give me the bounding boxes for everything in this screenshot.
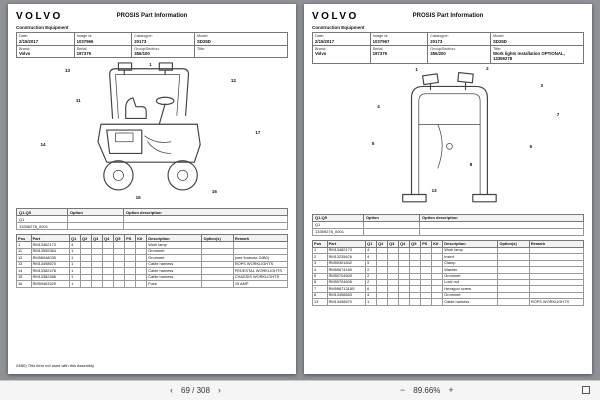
table-cell — [363, 221, 419, 228]
column-header: Part — [327, 240, 366, 247]
table-row — [17, 216, 288, 223]
table-cell: 16 — [17, 281, 32, 287]
table-cell: Lock nut — [443, 279, 498, 285]
column-header: Q1-Q5 — [17, 209, 68, 216]
table-cell: ROPS WORKLIGHTS — [529, 299, 583, 305]
table-cell — [420, 228, 584, 235]
table-cell: 1 — [70, 281, 81, 287]
zoom-out-button[interactable]: − — [398, 381, 407, 400]
table-cell: RM59704609 — [327, 273, 366, 279]
table-cell: 13359278_0001 — [313, 228, 364, 235]
table-cell — [399, 299, 410, 305]
table-cell: 2 — [313, 254, 328, 260]
table-cell: 4 — [313, 267, 328, 273]
table-cell: (see footnote 24B0) — [233, 255, 287, 261]
info-cell-brand — [17, 45, 75, 58]
column-header: Kit — [432, 240, 443, 247]
table-cell: Cable harness — [147, 274, 202, 280]
table-cell: 1 — [70, 261, 81, 267]
column-header: Option(s) — [498, 240, 529, 247]
document-info-table — [16, 32, 288, 58]
table-cell: 3 — [313, 260, 328, 266]
rops-frame-diagram — [312, 66, 584, 212]
diagram-callout: 16 — [211, 188, 217, 194]
volvo-logo: VOLVO — [312, 11, 359, 22]
parts-table — [312, 240, 584, 306]
field-value: Volvo — [315, 51, 327, 57]
table-cell — [202, 281, 233, 287]
column-header: Q3 — [92, 235, 103, 242]
table-cell: 4 — [70, 242, 81, 248]
table-cell: RM13498653 — [327, 292, 366, 298]
zoom-in-button[interactable]: + — [446, 381, 455, 400]
table-row — [313, 228, 584, 235]
table-cell: 2 — [366, 267, 377, 273]
diagram-callout: 12 — [230, 77, 236, 83]
info-cell-serial — [74, 45, 132, 58]
info-cell-model — [490, 33, 583, 46]
table-cell: Washer — [443, 267, 498, 273]
table-cell: Work lamp — [443, 247, 498, 253]
field-label: Image id: — [372, 34, 389, 38]
subtitle-construction-equipment: Construction Equipment — [16, 25, 69, 30]
column-header: Option — [67, 209, 123, 216]
table-cell — [124, 223, 288, 230]
table-cell: Insert — [443, 254, 498, 260]
table-cell — [420, 221, 584, 228]
previous-page-button[interactable]: ‹ — [168, 381, 175, 400]
page-number-display: 69 / 308 — [181, 386, 210, 395]
info-cell-catalogue — [428, 33, 491, 46]
info-cell-catalogue — [132, 33, 195, 46]
diagram-callout: 17 — [255, 130, 261, 136]
document-title: PROSIS Part Information — [412, 13, 484, 19]
parts-table — [16, 234, 288, 287]
table-cell: 6 — [313, 279, 328, 285]
column-header: Q1-Q5 — [313, 214, 364, 221]
table-cell: 2 — [366, 273, 377, 279]
column-header: PS — [125, 235, 136, 242]
table-cell: RM59871318S — [327, 286, 366, 292]
table-cell: 5 — [313, 273, 328, 279]
info-cell-title — [490, 45, 583, 63]
field-label: Catalogue: — [134, 34, 153, 38]
roller-machine-drawing — [16, 60, 288, 206]
table-cell: Grommet — [443, 273, 498, 279]
field-value: 1037966 — [76, 38, 94, 44]
column-header: Q1 — [366, 240, 377, 247]
diagram-callout: 1 — [149, 61, 152, 67]
field-label: Date: — [19, 34, 29, 38]
table-cell: 4 — [366, 254, 377, 260]
column-header: Option description — [124, 209, 288, 216]
page-header — [16, 11, 288, 24]
footnote: 24B0) This item not used with this Assembly — [16, 363, 95, 368]
table-cell: RM59704606 — [327, 279, 366, 285]
diagram-callout: 14 — [40, 142, 46, 148]
info-cell-date — [17, 33, 75, 46]
table-cell: 4 — [366, 292, 377, 298]
column-header: Q2 — [81, 235, 92, 242]
table-cell — [125, 281, 136, 287]
table-cell: 6 — [366, 286, 377, 292]
table-cell — [421, 299, 432, 305]
table-cell — [410, 299, 421, 305]
table-cell — [432, 299, 443, 305]
table-row — [313, 221, 584, 228]
document-title: PROSIS Part Information — [116, 13, 188, 19]
field-value: SD25D — [196, 38, 211, 44]
table-cell: 11 — [17, 248, 32, 254]
info-cell-image-id — [370, 33, 428, 46]
table-cell: Fuse — [147, 281, 202, 287]
table-cell — [67, 223, 123, 230]
table-header-row — [17, 209, 288, 216]
table-cell: Hexagon screw — [443, 286, 498, 292]
field-label: Serial: — [76, 46, 88, 51]
option-table — [312, 214, 584, 236]
table-cell: 13336278_0001 — [17, 223, 68, 230]
column-header: Kit — [136, 235, 147, 242]
diagram-callout: 5 — [371, 141, 375, 147]
table-cell: RM13498670 — [31, 261, 70, 267]
column-header: Option(s) — [202, 235, 233, 242]
table-cell: RM13462173 — [327, 247, 366, 253]
diagram-callout: 2 — [486, 65, 489, 71]
table-header-row — [313, 214, 584, 221]
table-cell: 14 — [17, 268, 32, 274]
field-label: Brand: — [19, 46, 31, 51]
table-cell: RM13462173 — [31, 242, 70, 248]
pdf-page-right — [304, 4, 592, 374]
table-cell — [103, 281, 114, 287]
table-cell: 13 — [313, 299, 328, 305]
field-value: 197379 — [372, 51, 387, 57]
field-label: Brand: — [315, 46, 327, 51]
field-value: Volvo — [19, 51, 31, 57]
column-header: Q1 — [70, 235, 81, 242]
field-label: Title: — [196, 46, 206, 51]
field-value: 2/15/2017 — [19, 38, 39, 44]
table-cell: Q1 — [17, 216, 68, 223]
info-cell-brand — [313, 45, 371, 63]
next-page-button[interactable]: › — [216, 381, 223, 400]
column-header: Option — [363, 214, 419, 221]
table-row — [17, 281, 288, 287]
field-label: Group/Section: — [134, 46, 160, 51]
table-cell: 1 — [70, 268, 81, 274]
table-cell: RM13559364 — [31, 248, 70, 254]
field-label: Group/Section: — [430, 46, 456, 51]
table-cell: RM13382486 — [31, 274, 70, 280]
table-cell: Grommet — [147, 248, 202, 254]
rops-frame-drawing — [312, 66, 584, 212]
table-cell: Cable harness — [443, 299, 498, 305]
table-cell — [81, 281, 92, 287]
field-value: 197379 — [76, 51, 91, 57]
table-cell: 1 — [366, 299, 377, 305]
column-header: Part — [31, 235, 70, 242]
table-cell: PEDESTAL WORKLIGHTS — [233, 268, 287, 274]
page-navigation — [168, 381, 223, 400]
table-cell: 7 — [313, 286, 328, 292]
table-header-row — [17, 235, 288, 242]
table-row — [313, 299, 584, 305]
machine-diagram — [16, 60, 288, 206]
column-header: Q4 — [103, 235, 114, 242]
table-cell: 15 — [17, 274, 32, 280]
field-value: 20173 — [430, 38, 443, 44]
table-cell — [124, 216, 288, 223]
column-header: Q5 — [410, 240, 421, 247]
table-cell: RM13382478 — [31, 268, 70, 274]
table-cell: ROPS WORKLIGHTS — [233, 261, 287, 267]
table-cell: RM58948035 — [31, 255, 70, 261]
column-header: Option description — [420, 214, 584, 221]
diagram-callout: 7 — [556, 112, 560, 118]
field-value: 356/100 — [134, 51, 150, 57]
table-cell: CHASSIS WORKLIGHTS — [233, 274, 287, 280]
diagram-callout: 1 — [415, 67, 418, 73]
info-cell-image-id — [74, 33, 132, 46]
column-header: Q5 — [114, 235, 125, 242]
document-info-table — [312, 32, 584, 64]
info-cell-serial — [370, 45, 428, 63]
diagram-callout: 3 — [540, 83, 543, 89]
field-value: 356/200 — [430, 51, 446, 57]
table-cell — [388, 299, 399, 305]
column-header: Remark — [233, 235, 287, 242]
pdf-page-left — [8, 4, 296, 374]
diagram-callout: 15 — [135, 194, 141, 200]
table-cell: 1 — [70, 274, 81, 280]
info-cell-title — [194, 45, 287, 58]
table-cell: RM59301842 — [327, 260, 366, 266]
table-cell: Grommet — [443, 292, 498, 298]
column-header: Description — [147, 235, 202, 242]
field-label: Date: — [315, 34, 325, 38]
column-header: Description — [443, 240, 498, 247]
field-label: Image id: — [76, 34, 93, 38]
field-label: Catalogue: — [430, 34, 449, 38]
field-label: Title: — [492, 46, 502, 51]
diagram-callout: 11 — [75, 98, 81, 104]
table-cell: Cable harness — [147, 268, 202, 274]
table-cell: 1 — [70, 248, 81, 254]
option-table — [16, 208, 288, 230]
table-cell: Cable harness — [147, 261, 202, 267]
fullscreen-icon[interactable] — [582, 386, 590, 394]
diagram-callout: 6 — [529, 144, 533, 150]
field-value: SD25D — [492, 38, 507, 44]
table-cell — [377, 299, 388, 305]
table-row — [17, 223, 288, 230]
zoom-level-display: 89.66% — [413, 386, 441, 395]
table-cell: 8 — [313, 292, 328, 298]
table-cell: Grommet — [147, 255, 202, 261]
viewer-toolbar — [0, 380, 600, 400]
info-cell-group — [132, 45, 195, 58]
column-header: Q3 — [388, 240, 399, 247]
subtitle-construction-equipment: Construction Equipment — [312, 25, 365, 30]
table-cell: Work lamp — [147, 242, 202, 248]
table-cell — [114, 281, 125, 287]
table-cell: 4 — [366, 247, 377, 253]
table-cell: RM59463329 — [31, 281, 70, 287]
diagram-callout: 8 — [469, 161, 473, 167]
column-header: Remark — [529, 240, 583, 247]
diagram-callout: 13 — [431, 188, 437, 194]
table-cell — [136, 281, 147, 287]
table-cell — [498, 299, 529, 305]
table-cell: 1 — [17, 242, 32, 248]
table-cell: 2 — [366, 279, 377, 285]
table-cell: Q1 — [313, 221, 364, 228]
table-cell — [92, 281, 103, 287]
table-header-row — [313, 240, 584, 247]
field-label: Model: — [196, 34, 209, 38]
table-cell: 12 — [17, 255, 32, 261]
table-cell: Clamp — [443, 260, 498, 266]
table-cell: 1 — [70, 255, 81, 261]
table-cell — [67, 216, 123, 223]
diagram-callout: 4 — [377, 103, 380, 109]
field-label: Serial: — [372, 46, 384, 51]
field-label: Model: — [492, 34, 505, 38]
table-cell: RM13235676 — [327, 254, 366, 260]
table-cell: 1 — [313, 247, 328, 253]
table-cell — [363, 228, 419, 235]
table-cell: RM13498670 — [327, 299, 366, 305]
volvo-logo: VOLVO — [16, 11, 63, 22]
column-header: Q2 — [377, 240, 388, 247]
table-cell: 5 — [366, 260, 377, 266]
field-value: 20173 — [134, 38, 147, 44]
table-cell: 13 — [17, 261, 32, 267]
page-header — [312, 11, 584, 24]
field-value: 2/15/2017 — [315, 38, 335, 44]
diagram-callout: 13 — [64, 67, 70, 73]
zoom-controls — [398, 381, 456, 400]
column-header: Pos — [17, 235, 32, 242]
column-header: Pos — [313, 240, 328, 247]
column-header: Q4 — [399, 240, 410, 247]
field-value: 1037967 — [372, 38, 390, 44]
column-header: PS — [421, 240, 432, 247]
table-cell: RM59674169 — [327, 267, 366, 273]
field-value: Work lights Installation OPTIONAL, 13359278 — [492, 51, 565, 62]
info-cell-date — [313, 33, 371, 46]
info-cell-model — [194, 33, 287, 46]
info-cell-group — [428, 45, 491, 63]
table-cell: 15 AMP — [233, 281, 287, 287]
